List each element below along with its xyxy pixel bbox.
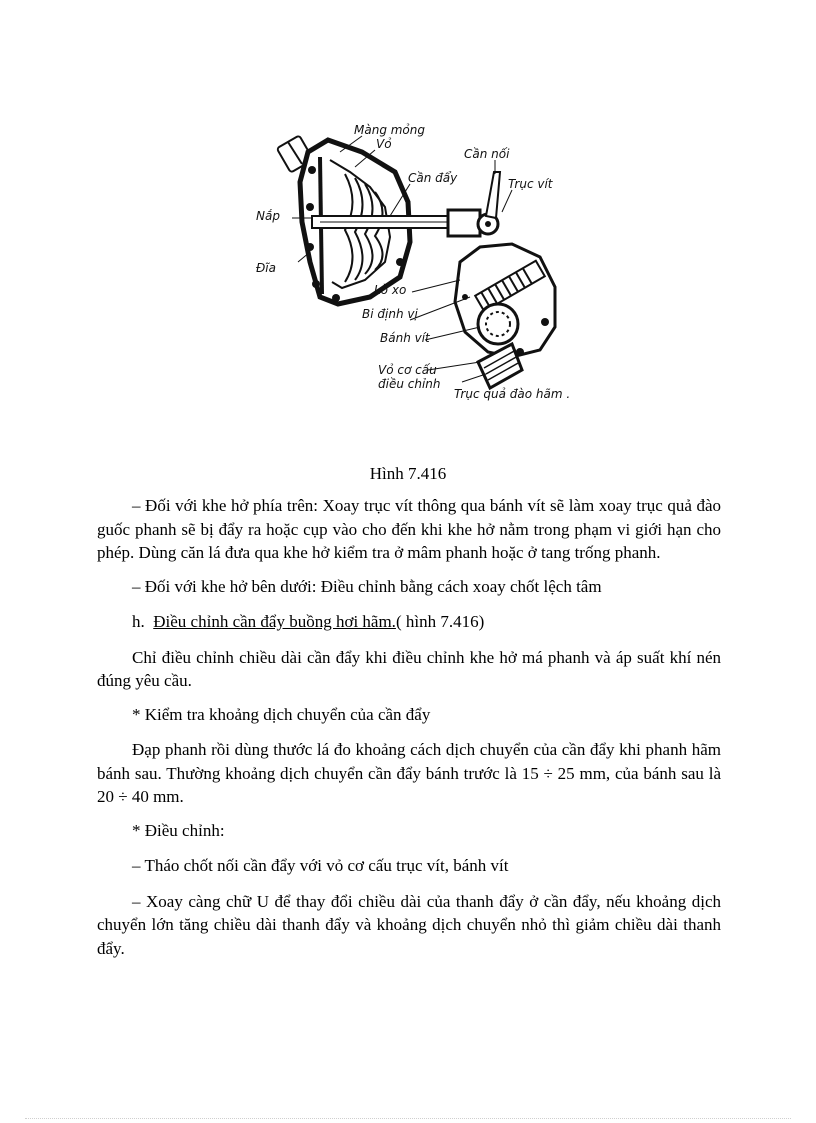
label-bi-dinh-vi: Bi định vị [362, 307, 418, 321]
label-lo-xo: Lò xo [374, 283, 407, 297]
heading-prefix: h. [132, 612, 145, 631]
heading-underlined: Điều chỉnh cần đẩy buồng hơi hãm. [153, 612, 396, 631]
slack-adjuster [455, 244, 555, 388]
connecting-rod [486, 172, 500, 218]
brake-chamber-figure [250, 112, 580, 412]
label-truc-vit: Trục vít [508, 177, 553, 191]
label-nap: Nắp [256, 209, 280, 223]
label-can-day: Cần đẩy [408, 171, 458, 185]
paragraph-lower-gap: – Đối với khe hở bên dưới: Điều chỉnh bằng cách xoay chốt lệch tâm [132, 576, 602, 596]
page-bottom-border [25, 1118, 791, 1119]
label-dia: Đĩa [256, 261, 276, 275]
label-vo-co-cau-line1: Vỏ cơ cấu [378, 363, 437, 377]
label-mang-mong: Màng mỏng [354, 123, 425, 137]
paragraph-adjust-title: * Điều chỉnh: [132, 820, 225, 840]
paragraph-upper-gap: – Đối với khe hở phía trên: Xoay trục vít thông qua bánh vít sẽ làm xoay trục quả đào guốc phanh sẽ bị đẩy ra hoặc cụp vào cho đến khi khe hở nằm trong phạm vi giới hạn cho phép. Dùng căn lá đưa qua khe hở kiểm tra ở mâm phanh hoặc ở tang trống phanh. [97, 496, 721, 562]
figure-caption: Hình 7.416 [369, 464, 447, 483]
label-vo-co-cau-line2: điều chỉnh [378, 377, 441, 391]
paragraph-condition: Chỉ điều chỉnh chiều dài cần đẩy khi điều chỉnh khe hở má phanh và áp suất khí nén đúng yêu cầu. [97, 647, 721, 690]
paragraph-measure: Đạp phanh rồi dùng thước lá đo khoảng cách dịch chuyển của cần đẩy khi phanh hãm bánh sau. Thường khoảng dịch chuyển cần đẩy bánh trước là 15 ÷ 25 mm, của bánh sau là 20 ÷ 40 mm. [97, 740, 721, 806]
paragraph-check-title: * Kiểm tra khoảng dịch chuyển của cần đẩy [132, 704, 431, 724]
paragraph-remove-pin: – Tháo chốt nối cần đẩy với vỏ cơ cấu trục vít, bánh vít [132, 856, 509, 875]
label-truc-qua-dao: Trục quả đào hãm . [454, 387, 571, 401]
label-can-noi: Cần nối [464, 147, 510, 161]
section-heading [97, 610, 721, 634]
paragraph-rotate-clevis: – Xoay càng chữ U để thay đổi chiều dài của thanh đẩy ở cần đẩy, nếu khoảng dịch chuyển lớn tăng chiều dài thanh đẩy và khoảng dịch chuyển nhỏ thì giảm chiều dài thanh đẩy. [97, 891, 721, 958]
body-text [97, 494, 721, 970]
heading-suffix: ( hình 7.416) [395, 612, 485, 631]
label-vo: Vỏ [376, 137, 392, 151]
brake-chamber-diagram [250, 112, 580, 412]
label-banh-vit: Bánh vít [380, 331, 430, 345]
